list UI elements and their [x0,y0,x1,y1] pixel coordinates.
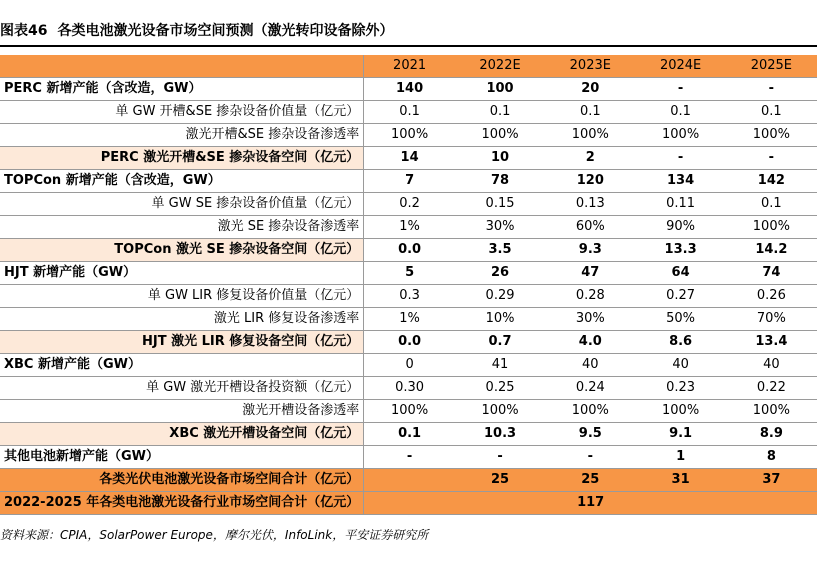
cell-value: 74 [726,262,817,285]
cell-value: 40 [635,354,725,377]
table-row [0,216,817,239]
table-row [0,78,817,101]
cell-value: 10.3 [455,423,545,446]
figure-title [0,20,817,42]
table-row [0,262,817,285]
forecast-table [0,55,817,515]
cell-value: 100% [635,400,725,423]
cell-value: 0.1 [455,101,545,124]
grand-total-label: 2022-2025 年各类电池激光设备行业市场空间合计（亿元） [0,492,364,515]
source-note: 资料来源：CPIA，SolarPower Europe，摩尔光伏，InfoLink，平安证券研究所 [0,528,429,542]
cell-value: 142 [726,170,817,193]
cell-value: 0.1 [545,101,635,124]
cell-value: 10 [455,147,545,170]
row-label: TOPCon 新增产能（含改造，GW） [0,170,364,193]
row-label: 单 GW LIR 修复设备价值量（亿元） [0,285,364,308]
cell-value: 9.3 [545,239,635,262]
table-row [0,124,817,147]
header-row [0,55,817,78]
year-header: 2023E [545,55,635,78]
grand-total-row [0,492,817,515]
row-label: XBC 激光开槽设备空间（亿元） [0,423,364,446]
cell-value: 7 [364,170,455,193]
cell-value: 0.1 [726,193,817,216]
table-row [0,193,817,216]
cell-value: 0.22 [726,377,817,400]
cell-value: 26 [455,262,545,285]
cell-value: 140 [364,78,455,101]
cell-value: - [635,147,725,170]
table-row [0,308,817,331]
row-label: 单 GW 激光开槽设备投资额（亿元） [0,377,364,400]
total-value: 31 [635,469,725,492]
table-row [0,285,817,308]
cell-value: 120 [545,170,635,193]
cell-value: 2 [545,147,635,170]
row-label: 激光开槽&SE 掺杂设备渗透率 [0,124,364,147]
cell-value: - [455,446,545,469]
total-value: 37 [726,469,817,492]
cell-value: 100% [364,124,455,147]
cell-value: 41 [455,354,545,377]
cell-value: 1 [635,446,725,469]
table-row [0,331,817,354]
row-label: PERC 激光开槽&SE 掺杂设备空间（亿元） [0,147,364,170]
cell-value: 0.25 [455,377,545,400]
cell-value: 0.0 [364,331,455,354]
cell-value: 64 [635,262,725,285]
table-body [0,55,817,515]
table-row [0,147,817,170]
cell-value: 100% [545,124,635,147]
cell-value: 0.1 [726,101,817,124]
cell-value: 0.3 [364,285,455,308]
cell-value: 0.1 [364,423,455,446]
cell-value: 90% [635,216,725,239]
cell-value: 40 [726,354,817,377]
cell-value: 8.9 [726,423,817,446]
cell-value: 9.1 [635,423,725,446]
table-row [0,101,817,124]
cell-value: 40 [545,354,635,377]
cell-value: 0.7 [455,331,545,354]
cell-value: 100 [455,78,545,101]
row-label: XBC 新增产能（GW） [0,354,364,377]
cell-value: 100% [635,124,725,147]
header-corner [0,55,364,78]
row-label: HJT 新增产能（GW） [0,262,364,285]
cell-value: 13.4 [726,331,817,354]
cell-value: 30% [455,216,545,239]
cell-value: 30% [545,308,635,331]
cell-value: 14.2 [726,239,817,262]
cell-value: 1% [364,216,455,239]
cell-value: 8 [726,446,817,469]
table-row [0,170,817,193]
row-label: HJT 激光 LIR 修复设备空间（亿元） [0,331,364,354]
cell-value: 10% [455,308,545,331]
cell-value: 0.15 [455,193,545,216]
year-header: 2021 [364,55,455,78]
cell-value: 0.11 [635,193,725,216]
cell-value: - [726,78,817,101]
total-label: 各类光伏电池激光设备市场空间合计（亿元） [0,469,364,492]
row-label: PERC 新增产能（含改造，GW） [0,78,364,101]
cell-value: 100% [545,400,635,423]
row-label: 单 GW 开槽&SE 掺杂设备价值量（亿元） [0,101,364,124]
cell-value: 0.0 [364,239,455,262]
cell-value: - [545,446,635,469]
cell-value: 100% [455,400,545,423]
figure-caption: 各类电池激光设备市场空间预测（激光转印设备除外） [57,23,394,39]
row-label: 单 GW SE 掺杂设备价值量（亿元） [0,193,364,216]
year-header: 2024E [635,55,725,78]
cell-value: 134 [635,170,725,193]
table-row [0,377,817,400]
cell-value: 50% [635,308,725,331]
cell-value: 0 [364,354,455,377]
row-label: 激光 LIR 修复设备渗透率 [0,308,364,331]
cell-value: 70% [726,308,817,331]
cell-value: 0.26 [726,285,817,308]
cell-value: 4.0 [545,331,635,354]
row-label: 其他电池新增产能（GW） [0,446,364,469]
cell-value: 0.27 [635,285,725,308]
cell-value: - [635,78,725,101]
total-value: 25 [455,469,545,492]
year-header: 2022E [455,55,545,78]
cell-value: 60% [545,216,635,239]
year-header: 2025E [726,55,817,78]
cell-value: 1% [364,308,455,331]
cell-value: 100% [726,216,817,239]
cell-value: 0.1 [364,101,455,124]
total-value: 25 [545,469,635,492]
table-row [0,239,817,262]
cell-value: 0.2 [364,193,455,216]
title-rule [0,45,817,47]
total-value [364,469,455,492]
cell-value: 14 [364,147,455,170]
cell-value: 0.29 [455,285,545,308]
cell-value: 0.23 [635,377,725,400]
table-row [0,446,817,469]
cell-value: 0.24 [545,377,635,400]
cell-value: 9.5 [545,423,635,446]
table-row [0,354,817,377]
cell-value: 0.30 [364,377,455,400]
row-label: 激光 SE 掺杂设备渗透率 [0,216,364,239]
row-label: 激光开槽设备渗透率 [0,400,364,423]
cell-value: 5 [364,262,455,285]
cell-value: 20 [545,78,635,101]
grand-total-value: 117 [364,492,817,515]
cell-value: 0.28 [545,285,635,308]
cell-value: 100% [364,400,455,423]
row-label: TOPCon 激光 SE 掺杂设备空间（亿元） [0,239,364,262]
cell-value: 13.3 [635,239,725,262]
cell-value: 0.1 [635,101,725,124]
cell-value: 100% [726,400,817,423]
table-row [0,423,817,446]
cell-value: 47 [545,262,635,285]
total-row [0,469,817,492]
cell-value: 3.5 [455,239,545,262]
cell-value: 100% [455,124,545,147]
cell-value: - [364,446,455,469]
figure-number: 图表46 [0,23,48,39]
cell-value: 78 [455,170,545,193]
cell-value: 100% [726,124,817,147]
cell-value: 0.13 [545,193,635,216]
cell-value: 8.6 [635,331,725,354]
table-row [0,400,817,423]
cell-value: - [726,147,817,170]
